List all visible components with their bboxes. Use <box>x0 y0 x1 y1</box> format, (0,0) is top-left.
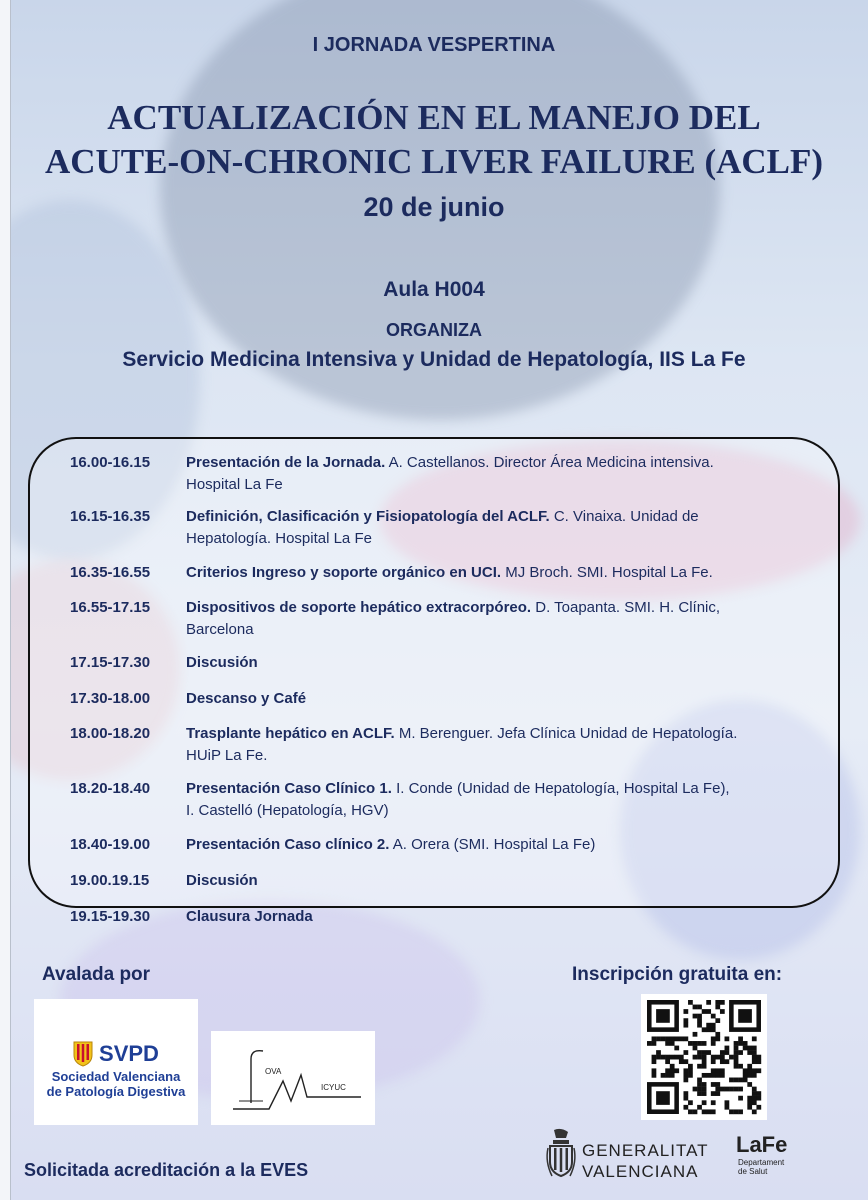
generalitat-line-2: VALENCIANA <box>582 1162 699 1181</box>
program-row <box>70 688 810 710</box>
program-row <box>70 452 810 496</box>
program-desc <box>186 778 796 822</box>
lafe-sub-2: de Salut <box>738 1167 768 1176</box>
sova-text-1: OVA <box>265 1067 282 1076</box>
program-detail: A. Orera (SMI. Hospital La Fe) <box>389 836 596 853</box>
program-title: Descanso y Café <box>186 690 307 707</box>
program-detail: A. Castellanos. Director Área Medicina intensiva. <box>385 454 714 471</box>
program-detail: M. Berenguer. Jefa Clínica Unidad de Hepatología. <box>394 725 738 742</box>
title-line-1: ACTUALIZACIÓN EN EL MANEJO DEL <box>107 98 761 137</box>
svpd-name <box>34 1069 198 1099</box>
program-title: Definición, Clasificación y Fisiopatología del ACLF. <box>186 508 550 525</box>
program-desc <box>186 906 796 928</box>
program-desc <box>186 506 796 550</box>
generalitat-text <box>582 1140 709 1182</box>
program-row <box>70 562 810 584</box>
program-detail: I. Conde (Unidad de Hepatología, Hospital La Fe), <box>391 780 730 797</box>
sova-logo <box>211 1031 375 1125</box>
organiza-label: ORGANIZA <box>386 320 482 340</box>
program-desc <box>186 834 796 856</box>
svpd-mark <box>34 1041 198 1067</box>
generalitat-line-1: GENERALITAT <box>582 1141 709 1160</box>
program-time: 16.35-16.55 <box>70 564 151 581</box>
program-time: 16.55-17.15 <box>70 599 151 616</box>
program-desc <box>186 452 796 496</box>
acreditacion-text: Solicitada acreditación a la EVES <box>24 1160 309 1180</box>
lafe-sub-1: Departament <box>738 1158 785 1167</box>
program-desc <box>186 870 796 892</box>
program-desc <box>186 652 796 674</box>
qr-code[interactable] <box>641 994 767 1120</box>
program-title: Clausura Jornada <box>186 908 313 925</box>
program-time: 19.00.19.15 <box>70 872 150 889</box>
program-row <box>70 597 810 641</box>
event-date: 20 de junio <box>363 192 505 222</box>
program-title: Presentación de la Jornada. <box>186 454 386 471</box>
lafe-wordmark: LaFe <box>736 1132 788 1157</box>
lafe-logo <box>736 1132 796 1188</box>
program-row <box>70 723 810 767</box>
program-time: 17.30-18.00 <box>70 690 151 707</box>
program-title: Presentación Caso Clínico 1. <box>186 780 392 797</box>
program-detail: C. Vinaixa. Unidad de <box>549 508 699 525</box>
program-time: 18.00-18.20 <box>70 725 151 742</box>
program-title: Discusión <box>186 654 258 671</box>
program-row <box>70 652 810 674</box>
inscripcion-label: Inscripción gratuita en: <box>572 964 783 985</box>
organizer: Servicio Medicina Intensiva y Unidad de Hepatología, IIS La Fe <box>122 348 746 371</box>
program-desc <box>186 562 796 584</box>
title-line-2: ACUTE-ON-CHRONIC LIVER FAILURE (ACLF) <box>44 142 824 181</box>
program-row <box>70 834 810 856</box>
sova-text-2: ICYUC <box>321 1083 346 1092</box>
program-desc <box>186 597 796 641</box>
program-time: 18.40-19.00 <box>70 836 151 853</box>
program-detail: D. Toapanta. SMI. H. Clínic, <box>531 599 721 616</box>
program-row <box>70 870 810 892</box>
program-desc <box>186 723 796 767</box>
program-time: 17.15-17.30 <box>70 654 151 671</box>
event-location: Aula H004 <box>383 278 485 301</box>
program-title: Trasplante hepático en ACLF. <box>186 725 395 742</box>
program-time: 19.15-19.30 <box>70 908 151 925</box>
program-title: Presentación Caso clínico 2. <box>186 836 390 853</box>
program-detail: HUiP La Fe. <box>186 747 268 764</box>
program-detail: MJ Broch. SMI. Hospital La Fe. <box>501 564 713 581</box>
svpd-logo <box>34 999 198 1125</box>
program-detail: Hepatología. Hospital La Fe <box>186 530 372 547</box>
svpd-name-line-2: de Patología Digestiva <box>46 1084 186 1099</box>
program-row <box>70 506 810 550</box>
svpd-abbr: SVPD <box>99 1041 159 1066</box>
qr-code-icon <box>641 994 767 1120</box>
program-detail: Barcelona <box>186 621 254 638</box>
program-time: 18.20-18.40 <box>70 780 151 797</box>
program-row <box>70 778 810 822</box>
coat-of-arms-icon <box>544 1128 578 1184</box>
sova-mark-icon <box>211 1031 375 1125</box>
program-detail: Hospital La Fe <box>186 476 283 493</box>
program-title: Discusión <box>186 872 258 889</box>
program-row <box>70 906 810 928</box>
program-detail: I. Castelló (Hepatología, HGV) <box>186 802 389 819</box>
program-time: 16.00-16.15 <box>70 454 151 471</box>
page-title <box>0 96 868 184</box>
program-desc <box>186 688 796 710</box>
avalada-label: Avalada por <box>42 964 151 985</box>
pre-title: I JORNADA VESPERTINA <box>312 34 556 56</box>
program-time: 16.15-16.35 <box>70 508 151 525</box>
program-title: Dispositivos de soporte hepático extracorpóreo. <box>186 599 532 616</box>
shield-icon <box>73 1041 93 1067</box>
generalitat-logo <box>544 1128 714 1184</box>
program-title: Criterios Ingreso y soporte orgánico en UCI. <box>186 564 502 581</box>
svpd-name-line-1: Sociedad Valenciana <box>51 1069 181 1084</box>
